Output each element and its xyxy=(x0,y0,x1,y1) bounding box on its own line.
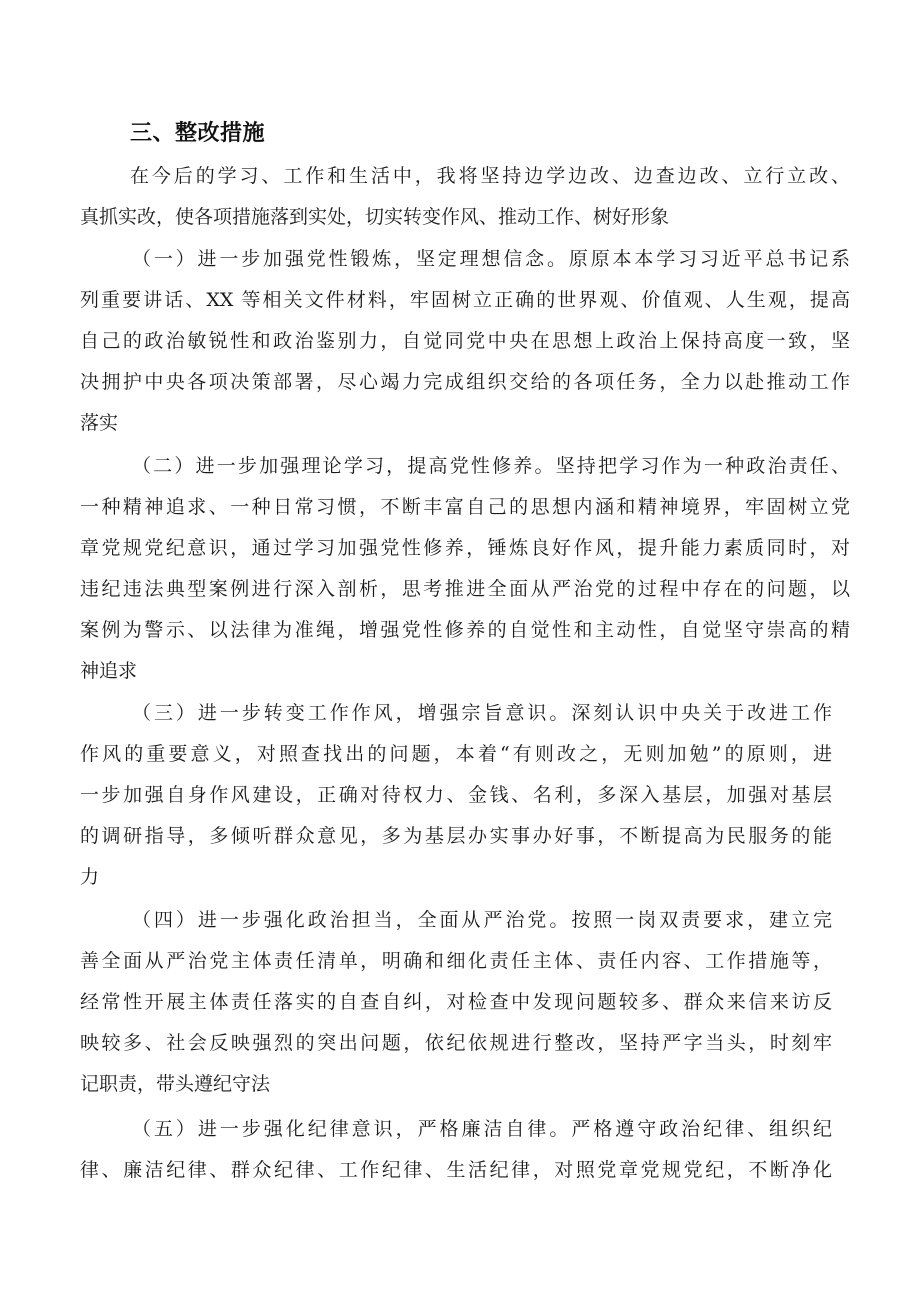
measure-paragraph-5 xyxy=(80,1109,850,1191)
paragraph-line: （二）进一步加强理论学习，提高党性修养。坚持把学习作为一种政治责任、 xyxy=(132,455,850,477)
paragraph-line: 真抓实改，使各项措施落到实处，切实转变作风、推动工作、树好形象 xyxy=(80,206,670,228)
paragraph-line: 映较多、社会反映强烈的突出问题，依纪依规进行整改，坚持严字当头，时刻牢 xyxy=(80,1032,832,1054)
paragraph-line: 的调研指导，多倾听群众意见，多为基层办实事办好事，不断提高为民服务的能 xyxy=(80,825,832,847)
paragraph-line: 章党规党纪意识，通过学习加强党性修养，锤炼良好作风，提升能力素质同时，对 xyxy=(80,537,850,559)
paragraph-line: 经常性开展主体责任落实的自查自纠，对检查中发现问题较多、群众来信来访反 xyxy=(80,991,832,1013)
paragraph-line: （一）进一步加强党性锻炼，坚定理想信念。原原本本学习习近平总书记系 xyxy=(132,248,850,270)
paragraph-line: 列重要讲话、XX 等相关文件材料，牢固树立正确的世界观、价值观、人生观，提高 xyxy=(80,289,850,311)
paragraph-line: 在今后的学习、工作和生活中，我将坚持边学边改、边查边改、立行立改、 xyxy=(130,165,850,187)
paragraph-line: 落实 xyxy=(80,412,119,434)
measure-paragraph-3 xyxy=(80,693,850,898)
paragraph-line: 律、廉洁纪律、群众纪律、工作纪律、生活纪律，对照党章党规党纪，不断净化 xyxy=(80,1159,832,1181)
intro-paragraph xyxy=(80,156,850,238)
paragraph-line: 自己的政治敏锐性和政治鉴别力，自觉同党中央在思想上政治上保持高度一致，坚 xyxy=(80,330,850,352)
paragraph-line: （五）进一步强化纪律意识，严格廉洁自律。严格遵守政治纪律、组织纪 xyxy=(132,1118,832,1140)
measure-paragraph-2 xyxy=(80,446,850,692)
paragraph-line: 决拥护中央各项决策部署，尽心竭力完成组织交给的各项任务，全力以赴推动工作 xyxy=(80,371,850,393)
paragraph-line: 善全面从严治党主体责任清单，明确和细化责任主体、责任内容、工作措施等， xyxy=(80,950,832,972)
paragraph-line: 一种精神追求、一种日常习惯，不断丰富自己的思想内涵和精神境界，牢固树立党 xyxy=(80,496,850,518)
paragraph-line: 力 xyxy=(80,866,100,888)
paragraph-line: 一步加强自身作风建设，正确对待权力、金钱、名利，多深入基层，加强对基层 xyxy=(80,784,832,806)
paragraph-line: 记职责，带头遵纪守法 xyxy=(80,1073,271,1095)
paragraph-line: 违纪违法典型案例进行深入剖析，思考推进全面从严治党的过程中存在的问题，以 xyxy=(80,578,850,600)
paragraph-line: 神追求 xyxy=(80,660,138,682)
paragraph-line: 案例为警示、以法律为准绳，增强党性修养的自觉性和主动性，自觉坚守崇高的精 xyxy=(80,619,850,641)
measure-paragraph-4 xyxy=(80,900,850,1105)
paragraph-line: （三）进一步转变工作作风，增强宗旨意识。深刻认识中央关于改进工作 xyxy=(132,702,832,724)
measure-paragraph-1 xyxy=(80,239,850,444)
paragraph-line: 作风的重要意义，对照查找出的问题，本着“有则改之，无则加勉”的原则，进 xyxy=(80,743,832,765)
paragraph-line: （四）进一步强化政治担当，全面从严治党。按照一岗双责要求，建立完 xyxy=(132,909,832,931)
section-heading: 三、整改措施 xyxy=(130,121,266,146)
